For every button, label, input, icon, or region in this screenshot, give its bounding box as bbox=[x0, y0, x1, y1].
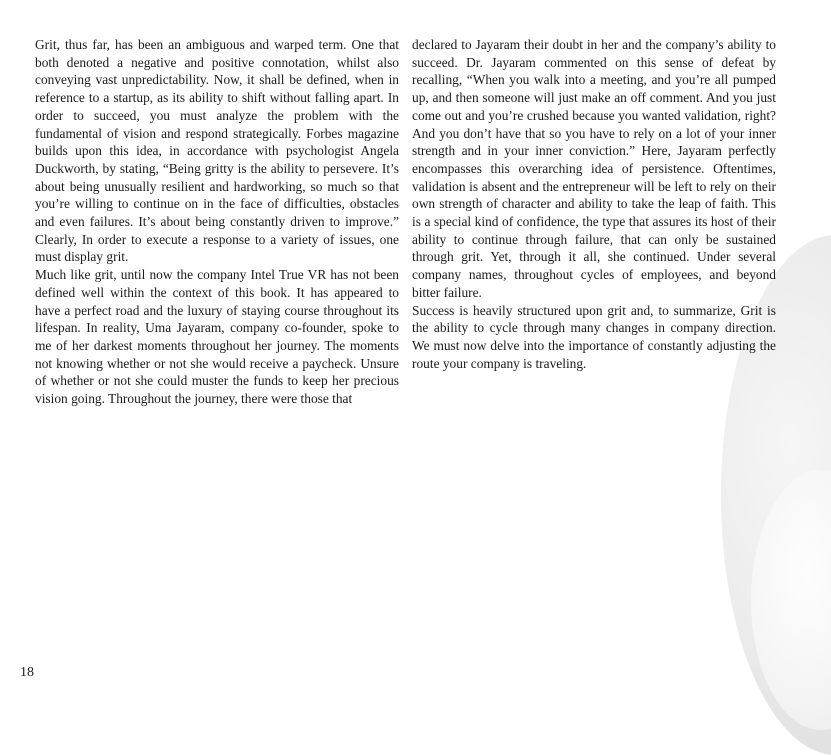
right-text-column bbox=[412, 36, 776, 372]
right-paragraph-1: declared to Jayaram their doubt in her and the company’s ability to succeed. Dr. Jayaram commented on this sense of defeat by recalling, “When you walk into a meeting, and you’re all pumped up, and then someone will just make an off comment. And you just come out and you’re crushed because you wanted validation, right? And you don’t have that so you have to rely on a lot of your inner strength and in your inner conviction.” Here, Jayaram perfectly encompasses this overarching idea of persistence. Oftentimes, validation is absent and the entrepreneur will be left to rely on their own strength of character and ability to take the leap of faith. This is a special kind of confidence, the type that assures its host of their ability to continue through failure, that can only be sustained through grit. Yet, through it all, she continued. Under several company names, throughout cycles of employees, and beyond bitter failure. bbox=[412, 37, 776, 300]
left-paragraph-2: Much like grit, until now the company Intel True VR has not been defined well within the context of this book. It has appeared to have a perfect road and the luxury of staying course throughout its lifespan. In reality, Uma Jayaram, company co-founder, spoke to me of her darkest moments throughout her journey. The moments not knowing whether or not she would receive a paycheck. Unsure of whether or not she could muster the funds to keep her precious vision going. Throughout the journey, there were those that bbox=[35, 267, 399, 407]
page-number: 18 bbox=[20, 665, 34, 680]
left-text-column bbox=[35, 36, 399, 408]
right-paragraph-2: Success is heavily structured upon grit and, to summarize, Grit is the ability to cycle through many changes in company direction. We must now delve into the importance of constantly adjusting the route your company is traveling. bbox=[412, 302, 776, 371]
left-paragraph-1: Grit, thus far, has been an ambiguous and warped term. One that both denoted a negative and positive connotation, whilst also conveying vast unpredictability. Now, it shall be defined, when in reference to a startup, as its ability to shift without falling apart. In order to succeed, you must analyze the problem with the fundamental of vision and respond strategically. Forbes magazine builds upon this idea, in accordance with psychologist Angela Duckworth, by stating, “Being gritty is the ability to persevere. It’s about being unusually resilient and hardworking, so much so that you’re willing to continue on in the face of difficulties, obstacles and even failures. It’s about being constantly driven to improve.” Clearly, In order to execute a response to a variety of issues, one must display grit. bbox=[35, 37, 399, 265]
